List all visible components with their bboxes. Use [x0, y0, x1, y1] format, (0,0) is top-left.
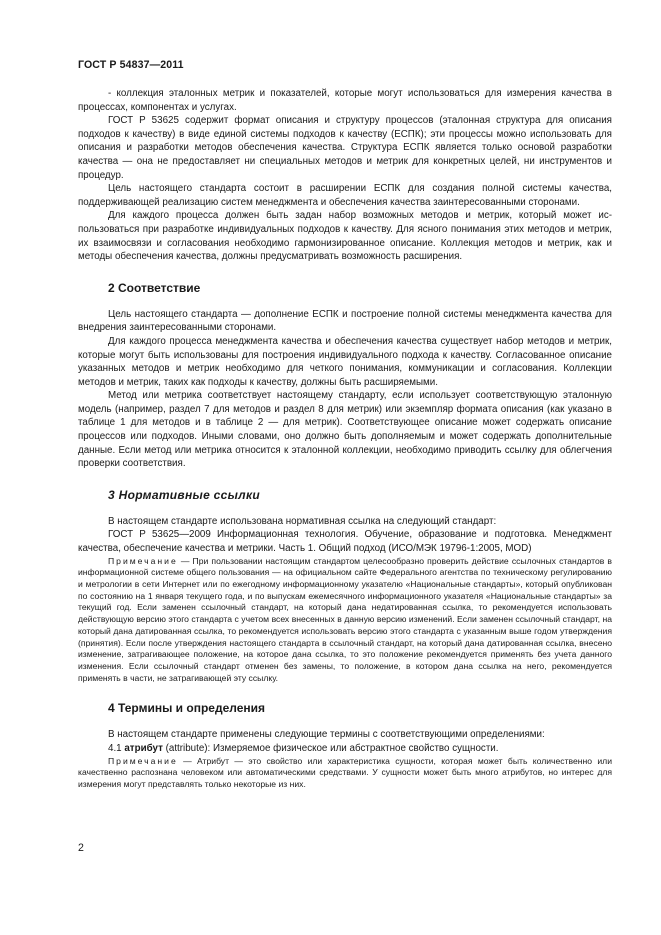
section-3-title: 3 Нормативные ссылки	[108, 487, 260, 502]
section-2-paragraph-2: Для каждого процесса менеджмента качества и обеспечения качества существует набор методов и метрик, которые могут быть использованы для построения индивидуального подхода к качеству. Согласованное описание указанных методов и метрик необходимо для четкого понимания, коммуникации и согласования. Коллекции методов и метрик, таких как подходы к качеству, должны быть расширяемыми.	[78, 335, 612, 388]
intro-paragraph-2: ГОСТ Р 53625 содержит формат описания и структуру процессов (эталонная структура для описания подходов к качеству) в виде единой системы подходов к качеству (ЕСПК); эти процессы можно использовать для описания и разработки методов обеспечения качества. Структура ЕСПК является только основой разработки качества — она не предоставляет ни специальных методов и метрик для конкретных целей, ни инструментов и процедур.	[78, 115, 612, 181]
section-2-paragraph-1: Цель настоящего стандарта — дополнение ЕСПК и построение полной системы менеджмента качества для внедрения заинтересованными сторонами.	[78, 308, 612, 334]
section-2-title: 2 Соответствие	[108, 280, 201, 295]
note-text: — При пользовании настоящим стандартом целесообразно проверить действие ссылочных стандартов в информационной системе общего пользования — на официальном сайте Федерального агентства по техническому регулированию и метрологии в сети Интернет или по ежегодному информационному указателю «Национальные стандарты», который опубликован по состоянию на 1 января текущего года, и по выпускам ежемесячного информационного указателя «Национальные стандарты» за текущий год. Если заменен ссылочный стандарт, на который дана недатированная ссылка, то рекомендуется использовать действующую версию этого стандарта с учетом всех внесенных в данную версию изменений. Если заменен ссылочный стандарт, на который дана датированная ссылка, то рекомендуется использовать версию этого стандарта с указанным выше годом утверждения (принятия). Если после утверждения настоящего стандарта в ссылочный стандарт, на который дана датированная ссылка, внесено изменение, затрагивающее положение, на которое дана ссылка, то это положение рекомендуется применять без учета данного изменения. Если ссылочный стандарт отменен без замены, то положение, в котором дана ссылка на него, рекомендуется применять в части, не затрагивающей эту ссылку.	[78, 555, 612, 683]
intro-paragraph-3: Цель настоящего стандарта состоит в расширении ЕСПК для создания полной системы качества, поддерживающей реализацию систем менеджмента и обеспечения качества заинтересованными сторонами.	[78, 183, 612, 208]
section-4-note	[78, 756, 612, 791]
term-text: (attribute): Измеряемое физическое или абстрактное свойство сущности.	[162, 742, 499, 754]
section-4-title: 4 Термины и определения	[108, 701, 266, 716]
standard-header: ГОСТ Р 54837—2011	[78, 59, 184, 71]
note-label: Примечание	[108, 755, 178, 766]
term-number: 4.1	[108, 742, 125, 754]
term-name: атрибут	[124, 742, 163, 754]
section-2-paragraph-3: Метод или метрика соответствует настоящему стандарту, если использует соответствующую эталонную модель (например, раздел 7 для методов и раздел 8 для метрик) или экземпляр формата описания (как указано в таблице 1 для методов и в таблице 2 — для метрик). Соответствующее описание может содержать описание процессов или подходов. Иными словами, оно должно быть дополняемым и может содержать дополнительные данные. Если метод или метрика относится к эталонной коллекции, необходимо приводить ссылку для облегчения проверки соответствия.	[78, 390, 612, 470]
intro-paragraph-4: Для каждого процесса должен быть задан набор возможных методов и метрик, который может использоваться при разработке индивидуальных подходов к качеству. Для ясного понимания этих методов и метрик, их взаимосвязи и согласования необходимо гармонизированное описание. Коллекция методов и метрик, как и методы обеспечения качества, должны предусматривать возможность расширения.	[78, 210, 612, 263]
note-label: Примечание	[108, 555, 178, 566]
note-text: — Атрибут — это свойство или характеристика сущности, которая может быть количественно или качественно распознана человеком или автоматическими средствами. У сущности может быть много атрибутов, но интерес для измерения могут представлять только некоторые из них.	[78, 755, 612, 789]
document-body	[78, 87, 612, 791]
section-3-paragraph-1: В настоящем стандарте использована нормативная ссылка на следующий стандарт:	[108, 515, 497, 527]
intro-paragraph-1: - коллекция эталонных метрик и показателей, которые могут использоваться для измерения качества в процессах, компонентах и услугах.	[78, 88, 612, 113]
page-number: 2	[78, 842, 84, 854]
term-definition	[78, 742, 612, 756]
section-3-note	[78, 556, 612, 685]
section-4-paragraph-1: В настоящем стандарте применены следующие термины с соответствующими определениями:	[108, 729, 545, 741]
section-3-reference: ГОСТ Р 53625—2009 Информационная технология. Обучение, образование и подготовка. Менеджмент качества, обеспечение качества и метрики. Часть 1. Общий подход (ИСО/МЭК 19796-1:2005, MOD)	[78, 529, 612, 555]
